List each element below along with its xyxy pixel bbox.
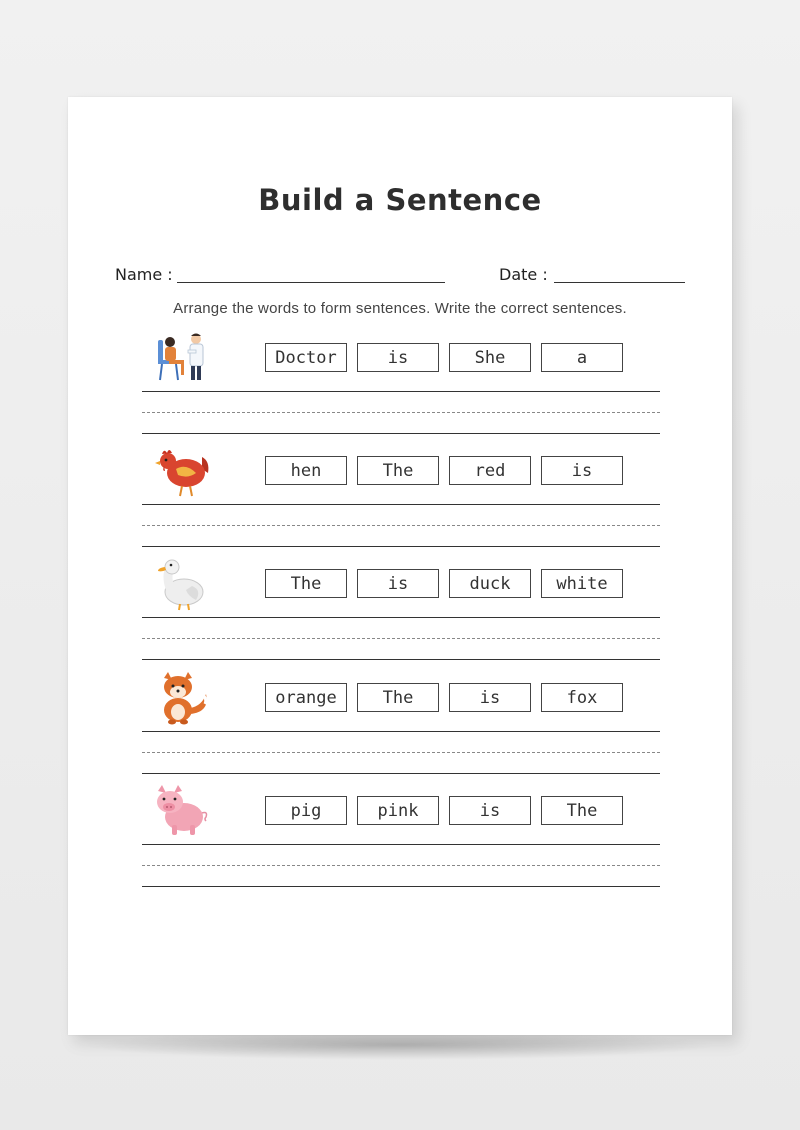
word-tile[interactable]: a bbox=[541, 343, 623, 372]
word-tile[interactable]: is bbox=[449, 683, 531, 712]
word-tile[interactable]: She bbox=[449, 343, 531, 372]
writing-line-top[interactable] bbox=[142, 504, 660, 505]
word-tile[interactable]: red bbox=[449, 456, 531, 485]
writing-line-dashed bbox=[142, 752, 660, 753]
word-tile[interactable]: pig bbox=[265, 796, 347, 825]
pig-icon bbox=[152, 783, 212, 839]
word-tile[interactable]: The bbox=[357, 456, 439, 485]
writing-line-bottom[interactable] bbox=[142, 886, 660, 887]
word-tile[interactable]: The bbox=[265, 569, 347, 598]
exercise-2 bbox=[68, 443, 732, 543]
exercise-3 bbox=[68, 556, 732, 656]
word-tile[interactable]: is bbox=[357, 569, 439, 598]
writing-line-dashed bbox=[142, 865, 660, 866]
writing-line-bottom[interactable] bbox=[142, 659, 660, 660]
writing-line-top[interactable] bbox=[142, 731, 660, 732]
date-field[interactable] bbox=[554, 282, 685, 283]
word-tile[interactable]: hen bbox=[265, 456, 347, 485]
exercise-4 bbox=[68, 670, 732, 770]
word-tile[interactable]: white bbox=[541, 569, 623, 598]
fox-icon bbox=[152, 670, 212, 726]
exercise-1 bbox=[68, 330, 732, 430]
word-tile[interactable]: is bbox=[449, 796, 531, 825]
writing-line-bottom[interactable] bbox=[142, 546, 660, 547]
instructions: Arrange the words to form sentences. Write the correct sentences. bbox=[173, 300, 627, 317]
word-tile[interactable]: is bbox=[357, 343, 439, 372]
date-label: Date : bbox=[499, 265, 548, 284]
word-tile[interactable]: The bbox=[357, 683, 439, 712]
duck-icon bbox=[152, 556, 212, 612]
word-tile[interactable]: fox bbox=[541, 683, 623, 712]
writing-line-bottom[interactable] bbox=[142, 433, 660, 434]
writing-line-dashed bbox=[142, 525, 660, 526]
worksheet-title: Build a Sentence bbox=[258, 183, 542, 217]
word-tile[interactable]: The bbox=[541, 796, 623, 825]
word-tile[interactable]: Doctor bbox=[265, 343, 347, 372]
writing-line-bottom[interactable] bbox=[142, 773, 660, 774]
writing-line-top[interactable] bbox=[142, 391, 660, 392]
word-tile[interactable]: is bbox=[541, 456, 623, 485]
worksheet-page bbox=[68, 97, 732, 1035]
writing-line-dashed bbox=[142, 638, 660, 639]
word-tile[interactable]: duck bbox=[449, 569, 531, 598]
name-label: Name : bbox=[115, 265, 173, 284]
word-tile[interactable]: pink bbox=[357, 796, 439, 825]
name-field[interactable] bbox=[177, 282, 445, 283]
hen-icon bbox=[152, 443, 212, 499]
writing-line-dashed bbox=[142, 412, 660, 413]
doctor-icon bbox=[152, 330, 212, 386]
exercise-5 bbox=[68, 783, 732, 883]
word-tile[interactable]: orange bbox=[265, 683, 347, 712]
writing-line-top[interactable] bbox=[142, 617, 660, 618]
writing-line-top[interactable] bbox=[142, 844, 660, 845]
